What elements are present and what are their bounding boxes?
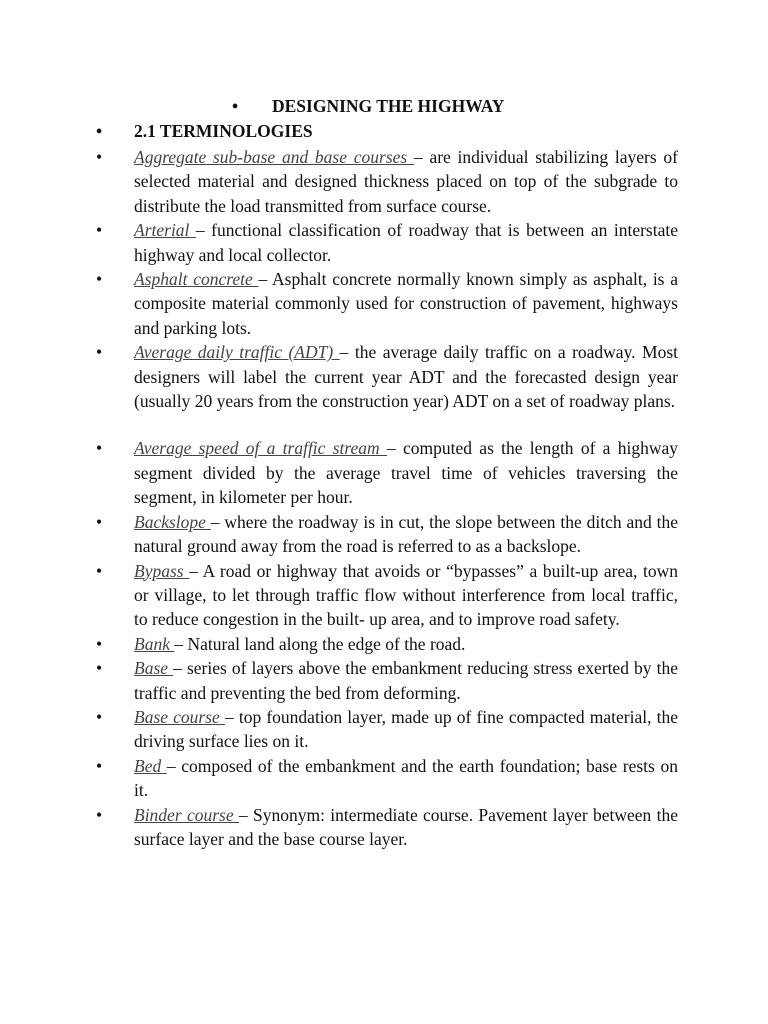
term-definition: – composed of the embankment and the earth foundation; base rests on it. [134,755,678,801]
term-definition: – Synonym: intermediate course. Pavement layer between the surface layer and the base course layer. [134,804,678,849]
term-definition: – top foundation layer, made up of fine compacted material, the driving surface lies on it. [134,706,678,752]
term-name: Average speed of a traffic stream [134,438,387,459]
bullet-icon: • [96,438,103,459]
bullet-icon: • [96,342,103,363]
term-definition: – Natural land along the edge of the road. [174,633,466,654]
term-name: Binder course [134,804,239,825]
terminology-item [96,267,678,340]
bullet-icon: • [96,633,103,654]
section-heading-text: 2.1 TERMINOLOGIES [134,121,313,141]
term-name: Aggregate sub-base and base courses [134,147,414,167]
term-name: Arterial [134,220,196,241]
terminology-list [96,145,678,851]
term-name: Asphalt concrete [134,269,259,290]
term-definition: – A road or highway that avoids or “bypasses” a built-up area, town or village, to let through traffic flow without interference from local traffic, to reduce congestion in the built- up area, and to improve road safety. [134,560,679,630]
terminology-item [96,803,678,852]
term-name: Average daily traffic (ADT) [134,342,340,363]
term-name: Backslope [134,511,211,532]
terminology-item [96,510,678,559]
bullet-icon: • [96,511,103,532]
term-definition: – computed as the length of a highway segment divided by the average travel time of vehicles traversing the segment, in kilometer per hour. [134,438,678,508]
terminology-item [96,705,678,754]
terminology-item [96,218,678,267]
terminology-item [96,656,678,705]
term-definition: – where the roadway is in cut, the slope between the ditch and the natural ground away from the road is referred to as a backslope. [134,511,678,557]
term-definition: – series of layers above the embankment reducing stress exerted by the traffic and preventing the bed from deforming. [134,658,678,703]
bullet-icon: • [232,96,239,116]
term-name: Base [134,658,174,679]
bullet-icon: • [96,804,103,825]
terminology-item [96,632,678,656]
bullet-icon: • [96,121,103,141]
bullet-icon: • [96,220,103,241]
bullet-icon: • [96,269,103,290]
term-name: Bank [134,633,175,654]
term-name: Base course [134,706,225,727]
terminology-item [96,145,678,218]
bullet-icon: • [96,706,103,727]
term-name: Bed [134,755,167,776]
page-title-text: DESIGNING THE HIGHWAY [272,96,505,116]
bullet-icon: • [96,560,103,581]
bullet-icon: • [96,658,103,679]
term-name: Bypass [134,560,190,581]
term-definition: – Asphalt concrete normally known simply as asphalt, is a composite material commonly used for construction of pavement, highways and parking lots. [134,269,678,338]
terminology-item [96,559,678,632]
term-definition: – functional classification of roadway that is between an interstate highway and local collector. [134,220,678,265]
bullet-icon: • [96,755,103,776]
bullet-icon: • [96,147,103,167]
terminology-item [96,436,678,509]
term-definition: – are individual stabilizing layers of selected material and designed thickness placed on top of the subgrade to distribute the load transmitted from surface course. [134,147,678,216]
terminology-item [96,340,678,413]
term-definition: – the average daily traffic on a roadway. Most designers will label the current year ADT and the forecasted design year (usually 20 years from the construction year) ADT on a set of roadway plans. [134,342,678,412]
terminology-item [96,754,678,803]
